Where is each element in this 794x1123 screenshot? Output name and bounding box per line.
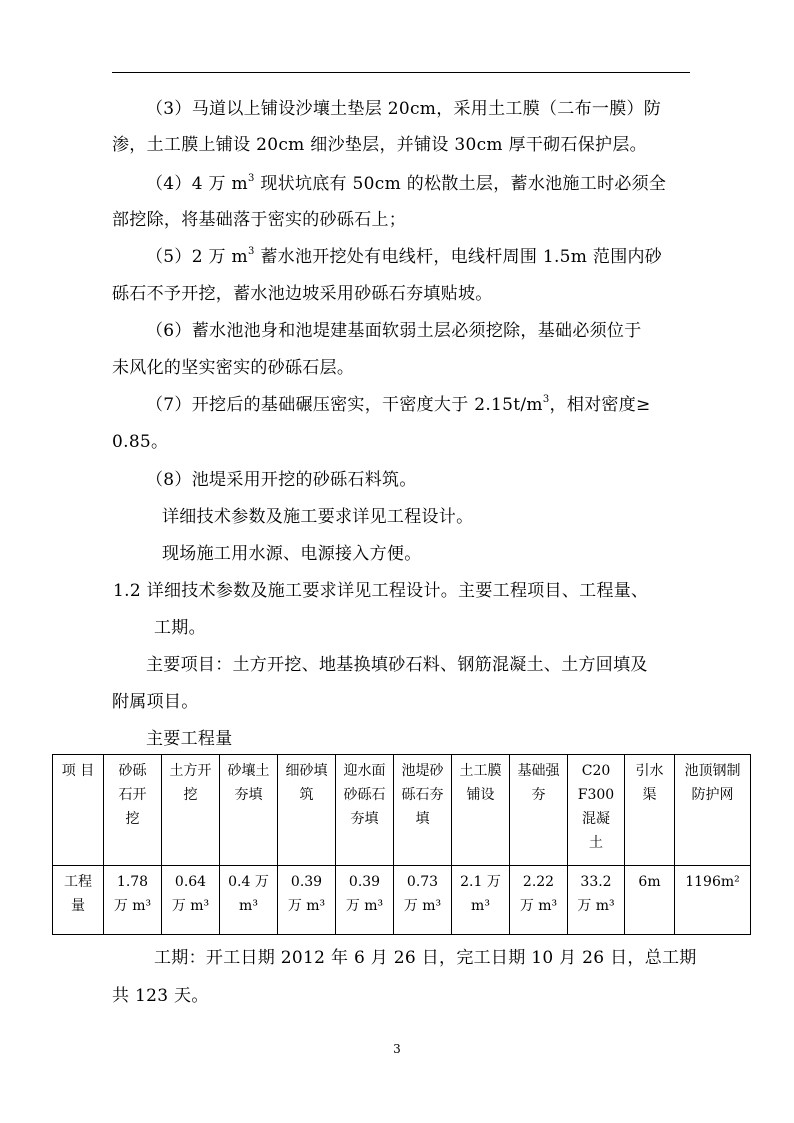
table-header-cell (625, 755, 675, 866)
table-header-cell-text: 石开 (118, 787, 147, 803)
table-cell-text: 1196m² (685, 874, 740, 890)
table-cell-text: m³ (239, 898, 258, 914)
schedule-line1: 工期：开工日期 2012 年 6 月 26 日，完工日期 10 月 26 日，总工期 (154, 948, 697, 968)
table-cell-text: 万 m³ (113, 898, 152, 914)
table-header-cell (675, 755, 751, 866)
table-header-cell-text: 细砂填 (285, 763, 328, 779)
table-cell-text: 工程 (64, 874, 92, 890)
table-header-cell (452, 755, 510, 866)
table-header-cell-text: 填 (415, 811, 430, 827)
table-cell-text: 1.78 (116, 874, 149, 890)
table-header-cell-text: 防护网 (691, 787, 734, 803)
table-cell (394, 866, 452, 935)
table-cell-text: 万 m³ (577, 898, 615, 914)
main-items-line1: 主要项目：土方开挖、地基换填砂石料、钢筋混凝土、土方回填及 (146, 655, 648, 675)
table-header-cell-text: 迎水面 (343, 763, 386, 779)
table-cell-text: 33.2 (580, 874, 612, 890)
table-cell (625, 866, 675, 935)
table-header-cell-text: F300 (577, 787, 615, 803)
note-design: 详细技术参数及施工要求详见工程设计。 (162, 507, 474, 527)
para-4-line2: 部挖除，将基础落于密实的砂砾石上； (112, 210, 407, 230)
para-3-line2: 渗，土工膜上铺设 20cm 细沙垫层，并铺设 30cm 厚干砌石保护层。 (112, 135, 647, 155)
header-rule (112, 72, 690, 73)
section-1-2-heading: 1.2 详细技术参数及施工要求详见工程设计。主要工程项目、工程量、 (113, 581, 649, 601)
table-header-cell-text: 土方开 (169, 763, 212, 779)
table-cell-text: 万 m³ (171, 898, 210, 914)
para-4-line1: （4）4 万 $m^3$ 现状坑底有 50cm 的松散土层，蓄水池施工时必须全 (146, 173, 667, 194)
para-5-line2: 砾石不予开挖，蓄水池边坡采用砂砾石夯填贴坡。 (112, 284, 493, 304)
section-1-2-heading-cont: 工期。 (154, 618, 206, 638)
table-cell-text: 6m (638, 874, 661, 890)
table-header-cell-text: 夯填 (234, 787, 263, 803)
para-7-line2: 0.85。 (112, 432, 169, 452)
table-header-cell-text: 砂壤土 (227, 763, 270, 779)
table-cell-text: 0.64 (174, 874, 207, 890)
table-cell-text: 0.4 万 (228, 874, 269, 890)
quantity-table-title: 主要工程量 (146, 729, 233, 749)
table-cell (162, 866, 220, 935)
table-header-cell-text: 土 (589, 835, 603, 851)
table-header-cell-text: C20 (581, 763, 611, 779)
main-items-line2: 附属项目。 (112, 692, 199, 712)
table-header-cell-text: 砾石夯 (401, 787, 444, 803)
table-header-cell-text: 筑 (299, 787, 314, 803)
table-header-cell-text: 挖 (125, 811, 140, 827)
table-header-cell-text: 铺设 (466, 787, 495, 803)
table-header-cell (394, 755, 452, 866)
table-cell-text: 2.22 (522, 874, 555, 890)
table-cell (568, 866, 625, 935)
para-6-line1: （6）蓄水池池身和池堤建基面软弱土层必须挖除，基础必须位于 (146, 321, 642, 341)
table-header-cell-text: 挖 (183, 787, 198, 803)
table-cell (675, 866, 751, 935)
table-header-cell (220, 755, 278, 866)
note-utilities: 现场施工用水源、电源接入方便。 (162, 544, 422, 564)
para-8: （8）池堤采用开挖的砂砾石料筑。 (146, 470, 417, 490)
table-header-cell (53, 755, 104, 866)
quantity-table (52, 754, 751, 935)
table-cell-text: 0.39 (290, 874, 323, 890)
table-header-cell-text: 混凝 (582, 811, 610, 827)
table-cell (220, 866, 278, 935)
table-cell (510, 866, 568, 935)
table-cell-text: 0.73 (406, 874, 439, 890)
table-header-cell-text: 砂砾石 (343, 787, 386, 803)
table-row (53, 866, 751, 935)
table-header-cell (336, 755, 394, 866)
table-cell (104, 866, 162, 935)
table-cell (278, 866, 336, 935)
page-number: 3 (393, 1042, 401, 1056)
table-cell (336, 866, 394, 935)
table-cell-text: 万 m³ (519, 898, 558, 914)
table-header-cell (568, 755, 625, 866)
para-7-line1: （7）开挖后的基础碾压密实，干密度大于 $2.15t/m^3$，相对密度≥ (146, 394, 651, 415)
table-header-cell-text: 土工膜 (459, 763, 502, 779)
table-cell-text: 0.39 (348, 874, 381, 890)
table-cell (53, 866, 104, 935)
table-header-cell-text: 池顶钢制 (684, 763, 741, 779)
table-header-cell (104, 755, 162, 866)
table-header-cell-text: 引水 (635, 763, 664, 779)
para-5-line1: （5）2 万 $m^3$ 蓄水池开挖处有电线杆，电线杆周围 1.5m 范围内砂 (146, 246, 663, 267)
table-cell-text: 万 m³ (287, 898, 326, 914)
table-header-cell (162, 755, 220, 866)
table-header-cell-text: 项 目 (61, 763, 95, 779)
para-6-line2: 未风化的坚实密实的砂砾石层。 (112, 358, 355, 378)
table-header-cell-text: 砂砾 (118, 763, 147, 779)
table-cell (452, 866, 510, 935)
table-header-cell-text: 夯 (531, 787, 546, 803)
table-header-cell-text: 基础强 (517, 763, 560, 779)
para-3-line1: （3）马道以上铺设沙壤土垫层 20cm，采用土工膜（二布一膜）防 (146, 99, 662, 119)
schedule-line2: 共 123 天。 (112, 986, 209, 1006)
table-cell-text: 万 m³ (345, 898, 384, 914)
table-header-cell-text: 渠 (642, 787, 657, 803)
table-cell-text: 万 m³ (403, 898, 442, 914)
table-header-cell (278, 755, 336, 866)
table-cell-text: 量 (71, 898, 85, 914)
table-cell-text: 2.1 万 (460, 874, 501, 890)
table-header-cell-text: 池堤砂 (401, 763, 444, 779)
table-header-row (53, 755, 751, 866)
table-header-cell (510, 755, 568, 866)
table-cell-text: m³ (471, 898, 490, 914)
table-header-cell-text: 夯填 (350, 811, 379, 827)
